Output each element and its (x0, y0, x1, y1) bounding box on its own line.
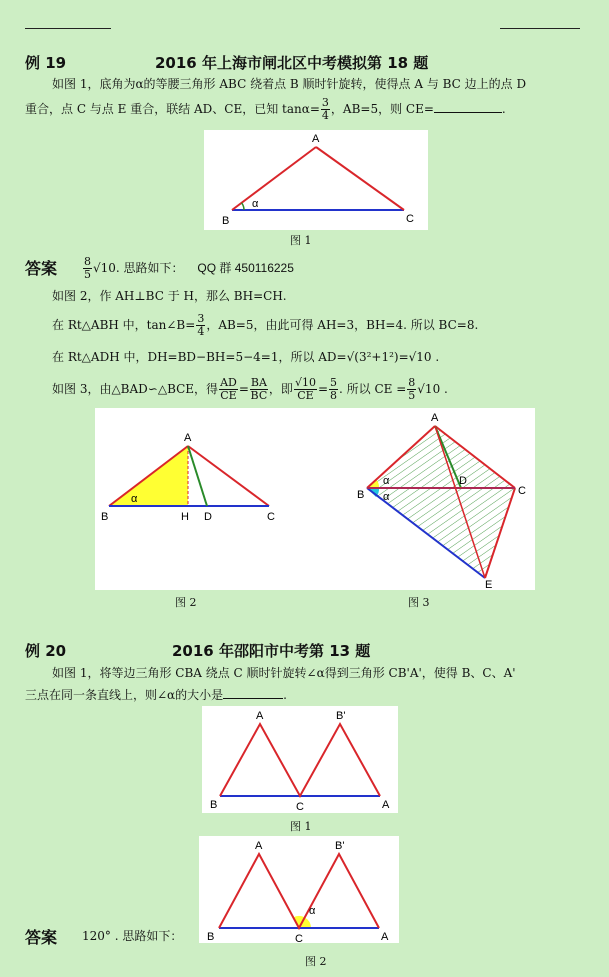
ex20-fig2-svg (199, 836, 399, 943)
answer-19-step2 (52, 313, 478, 338)
ex20-fig1-label-b1: B' (336, 710, 346, 722)
answer-20-label: 答案 (25, 928, 58, 947)
answer-fraction: $\frac{8}{5}$ (84, 255, 91, 281)
ex20-fig1-label-a1: A (382, 799, 390, 811)
step4-text-c: . 所以 CE = (339, 382, 407, 396)
ex20-fig1-label-a: A (256, 710, 264, 722)
step4-frac-1: $\frac{AD}{CE}$ (220, 376, 237, 402)
fig3-label-b: B (357, 489, 365, 501)
fig3-label-e: E (485, 579, 493, 590)
step4-text-d: √10 . (417, 382, 448, 396)
step4-frac-5: $\frac{8}{5}$ (408, 376, 416, 402)
ex19-figures-2-3 (95, 408, 535, 590)
answer-19-value (82, 256, 294, 281)
example-19-label: 例 19 (25, 54, 67, 72)
fig2-label-b: B (101, 511, 109, 523)
tan-fraction: $\frac{3}{4}$ (321, 96, 329, 122)
line2-text-b: ，AB=5，则 CE= (330, 102, 434, 116)
answer-suffix: . 思路如下： (115, 261, 184, 275)
example-20-title: 2016 年邵阳市中考第 13 题 (172, 642, 371, 660)
ex20-fig2-label-b: B (207, 931, 215, 943)
ex19-fig1-caption: 图 1 (290, 234, 312, 247)
ex20-fig1-triangles (220, 724, 380, 796)
ex20-fig2-label-a1: A (381, 931, 389, 943)
fig3-label-a: A (431, 412, 439, 424)
example-19-title: 2016 年上海市闸北区中考模拟第 18 题 (155, 54, 429, 72)
example-20-line1: 如图 1，将等边三角形 CBA 绕点 C 顺时针旋转∠α得到三角形 CB'A'，使得 B、C、A' (52, 666, 516, 680)
step4-eq2: = (317, 382, 329, 396)
ex19-fig3-caption: 图 3 (408, 596, 430, 609)
label-c: C (406, 213, 414, 225)
line2-text-a: 重合，点 C 与点 E 重合，联结 AD、CE，已知 tanα= (25, 102, 320, 116)
fig2-label-h: H (181, 511, 189, 523)
fig2-ad (188, 446, 207, 506)
segment-ac (316, 147, 404, 210)
fig3-label-alpha1: α (383, 475, 390, 487)
ex20-line2-text: 三点在同一条直线上，则∠α的大小是 (25, 688, 224, 702)
step2-fraction: $\frac{3}{4}$ (197, 312, 205, 338)
answer-19-label: 答案 (25, 259, 58, 278)
step4-frac-4: $\frac{5}{8}$ (330, 376, 338, 402)
ex20-fig1-label-b: B (210, 799, 218, 811)
period: . (501, 102, 506, 116)
answer-blank (434, 102, 502, 113)
example-20-line2 (25, 687, 287, 703)
ex20-fig1-label-c: C (296, 801, 304, 813)
step4-text-b: ，即 (268, 382, 293, 396)
example-19-line2 (25, 97, 506, 122)
ex20-fig1-caption: 图 1 (290, 820, 312, 833)
ex20-fig1-svg (202, 706, 398, 813)
label-a: A (312, 133, 320, 145)
answer-19-step3: 在 Rt△ADH 中，DH=BD−BH=5−4=1，所以 AD=√(3²+1²)=√10 . (52, 350, 440, 364)
label-b: B (222, 215, 230, 227)
ex20-period: . (283, 688, 287, 702)
answer-19-step4 (52, 377, 448, 402)
ex20-figure-2 (199, 836, 399, 943)
ex20-fig2-label-a: A (255, 840, 263, 852)
ex20-fig2-label-c: C (295, 933, 303, 943)
step2-text-b: ，AB=5，由此可得 AH=3，BH=4. 所以 BC=8. (206, 318, 479, 332)
answer-20-text: 120° . 思路如下： (82, 929, 183, 943)
ex20-answer-blank (223, 688, 283, 699)
example-20-label: 例 20 (25, 642, 67, 660)
ex19-fig1-svg (204, 130, 428, 230)
step4-eq: = (238, 382, 249, 396)
example-19-line1: 如图 1，底角为α的等腰三角形 ABC 绕着点 B 顺时针旋转，使得点 A 与 BC 边上的点 D (52, 77, 527, 91)
ex20-fig2-label-alpha: α (309, 905, 316, 917)
step4-text-a: 如图 3，由△BAD∽△BCE，得 (52, 382, 219, 396)
qq-group: QQ 群 450116225 (197, 261, 294, 275)
fig2-ac (188, 446, 269, 506)
fig3-label-alpha2: α (383, 491, 390, 503)
angle-arc (242, 203, 244, 210)
ex19-fig2-caption: 图 2 (175, 596, 197, 609)
ex19-figure-1 (204, 130, 428, 230)
top-rule-left (25, 28, 111, 29)
step4-frac-3: $\frac{√10}{CE}$ (294, 376, 316, 402)
fig2-label-alpha: α (131, 493, 138, 505)
segment-ab (232, 147, 316, 210)
ex20-fig2-label-b1: B' (335, 840, 345, 852)
fig3-label-d: D (459, 475, 467, 487)
fig2-label-c: C (267, 511, 275, 523)
answer-root: √10 (93, 261, 116, 275)
fig2-label-a: A (184, 432, 192, 444)
ex20-fig2-caption: 图 2 (305, 955, 327, 968)
fig2-label-d: D (204, 511, 212, 523)
label-alpha: α (252, 198, 259, 210)
step2-text-a: 在 Rt△ABH 中，tan∠B= (52, 318, 196, 332)
step4-frac-2: $\frac{BA}{BC}$ (250, 376, 268, 402)
ex19-fig23-svg (95, 408, 535, 590)
ex20-figure-1 (202, 706, 398, 813)
answer-19-step1: 如图 2，作 AH⊥BC 于 H，那么 BH=CH. (52, 289, 287, 303)
fig3-label-c: C (518, 485, 526, 497)
top-rule-right (500, 28, 580, 29)
